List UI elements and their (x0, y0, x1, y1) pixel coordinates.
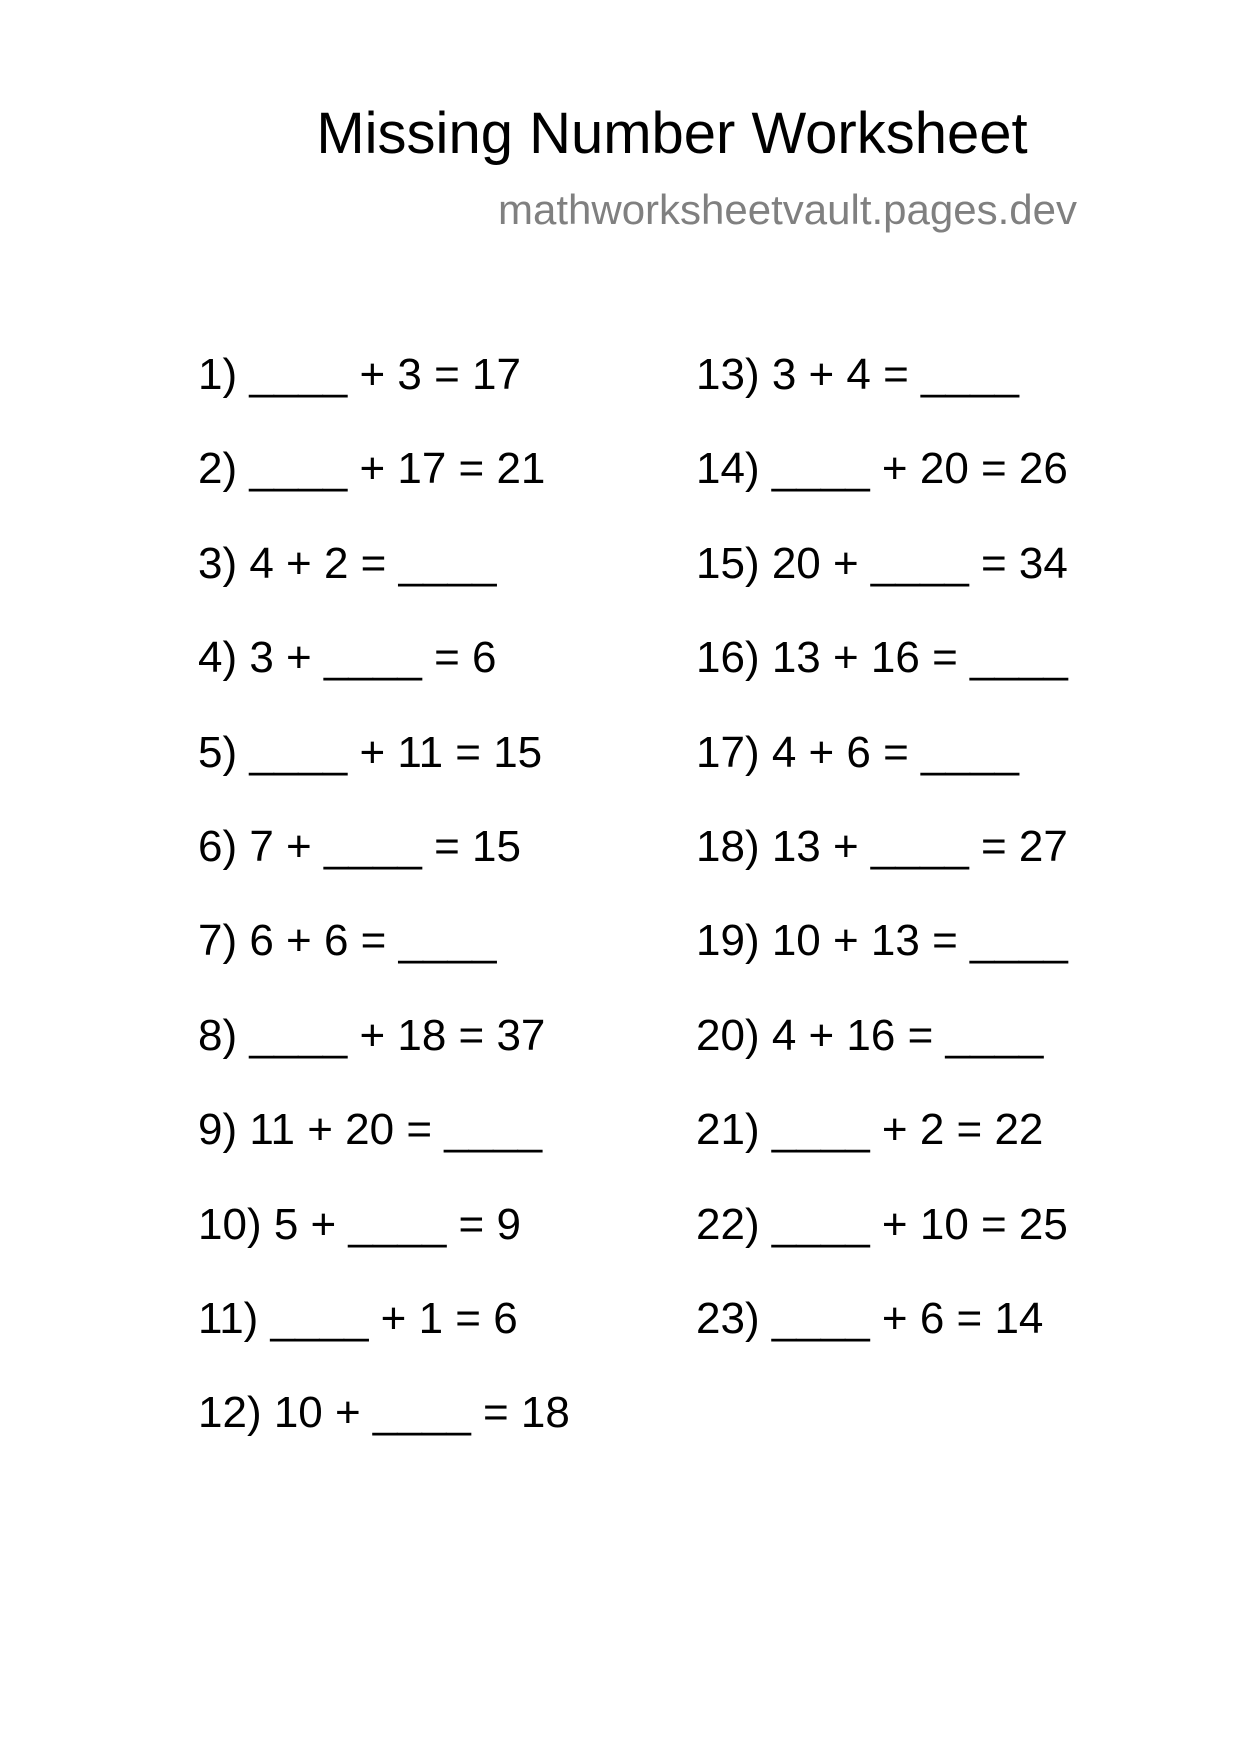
problem-15: 15) 20 + ____ = 34 (696, 538, 1068, 588)
problem-23: 23) ____ + 6 = 14 (696, 1293, 1044, 1343)
problem-12: 12) 10 + ____ = 18 (198, 1388, 570, 1438)
problem-column-right (696, 350, 1216, 1388)
problem-18: 18) 13 + ____ = 27 (696, 821, 1068, 871)
problem-4: 4) 3 + ____ = 6 (198, 633, 497, 683)
problem-7: 7) 6 + 6 = ____ (198, 916, 497, 966)
worksheet-title-text: Missing Number Worksheet (316, 101, 1028, 166)
problem-13: 13) 3 + 4 = ____ (696, 350, 1019, 399)
problem-2: 2) ____ + 17 = 21 (198, 444, 546, 494)
problem-14: 14) ____ + 20 = 26 (696, 444, 1068, 494)
problem-5: 5) ____ + 11 = 15 (198, 727, 543, 777)
problem-19: 19) 10 + 13 = ____ (696, 916, 1068, 966)
problem-6: 6) 7 + ____ = 15 (198, 821, 521, 871)
problem-11: 11) ____ + 1 = 6 (198, 1293, 518, 1343)
problem-9: 9) 11 + 20 = ____ (198, 1105, 543, 1155)
problem-16: 16) 13 + 16 = ____ (696, 633, 1068, 683)
problem-21: 21) ____ + 2 = 22 (696, 1105, 1044, 1155)
problem-3: 3) 4 + 2 = ____ (198, 538, 497, 588)
worksheet-title (0, 98, 1240, 170)
problem-column-left (198, 350, 718, 1483)
source-url: mathworksheetvault.pages.dev (498, 186, 1077, 233)
problem-17: 17) 4 + 6 = ____ (696, 727, 1019, 777)
problem-1: 1) ____ + 3 = 17 (198, 350, 521, 399)
problem-22: 22) ____ + 10 = 25 (696, 1199, 1068, 1249)
problem-8: 8) ____ + 18 = 37 (198, 1010, 546, 1060)
problem-20: 20) 4 + 16 = ____ (696, 1010, 1044, 1060)
problem-10: 10) 5 + ____ = 9 (198, 1199, 521, 1249)
